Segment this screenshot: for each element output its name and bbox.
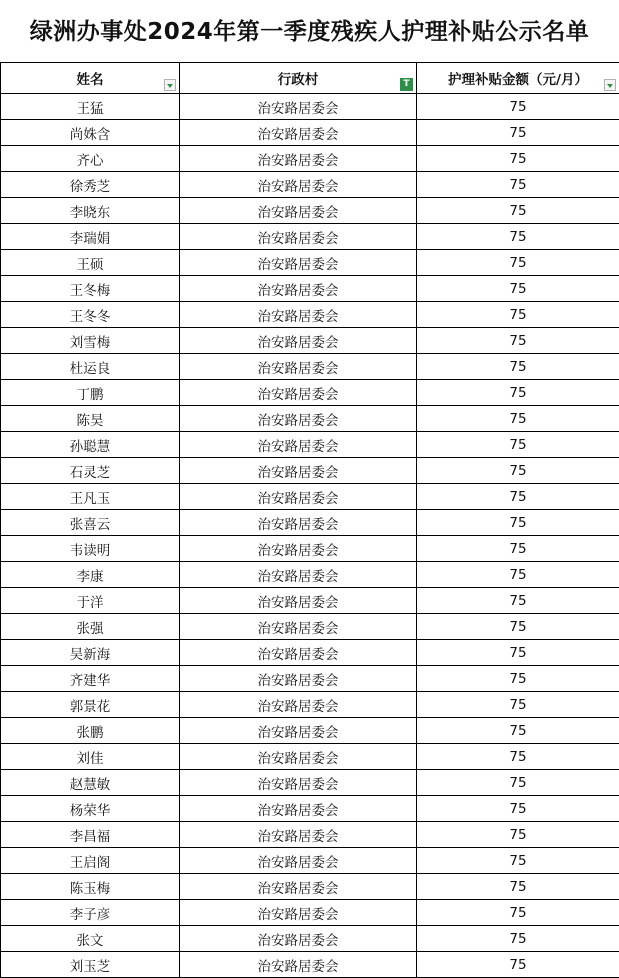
cell-name[interactable]: 刘雪梅 — [1, 328, 180, 354]
table-row — [1, 614, 619, 640]
dropdown-filter-icon[interactable] — [604, 79, 616, 91]
table-row — [1, 198, 619, 224]
cell-name[interactable]: 张鹏 — [1, 718, 180, 744]
table-row — [1, 172, 619, 198]
cell-village[interactable]: 治安路居委会 — [180, 250, 417, 276]
cell-amount[interactable]: 75 — [417, 874, 619, 900]
cell-amount[interactable]: 75 — [417, 926, 619, 952]
cell-village[interactable]: 治安路居委会 — [180, 718, 417, 744]
table-row — [1, 848, 619, 874]
cell-village[interactable]: 治安路居委会 — [180, 198, 417, 224]
cell-village[interactable]: 治安路居委会 — [180, 692, 417, 718]
cell-amount[interactable]: 75 — [417, 822, 619, 848]
cell-name[interactable]: 王硕 — [1, 250, 180, 276]
cell-name[interactable]: 李昌福 — [1, 822, 180, 848]
cell-village[interactable]: 治安路居委会 — [180, 276, 417, 302]
cell-amount[interactable]: 75 — [417, 744, 619, 770]
subsidy-table — [0, 62, 619, 978]
cell-village[interactable]: 治安路居委会 — [180, 432, 417, 458]
table-row — [1, 406, 619, 432]
table-row — [1, 510, 619, 536]
cell-village[interactable]: 治安路居委会 — [180, 900, 417, 926]
cell-name[interactable]: 孙聪慧 — [1, 432, 180, 458]
cell-village[interactable]: 治安路居委会 — [180, 224, 417, 250]
cell-village[interactable]: 治安路居委会 — [180, 484, 417, 510]
cell-name[interactable]: 刘佳 — [1, 744, 180, 770]
table-row — [1, 926, 619, 952]
table-row — [1, 900, 619, 926]
column-header-label: 姓名 — [76, 72, 104, 88]
cell-amount[interactable]: 75 — [417, 666, 619, 692]
cell-name[interactable]: 于洋 — [1, 588, 180, 614]
cell-village[interactable]: 治安路居委会 — [180, 94, 417, 120]
cell-village[interactable]: 治安路居委会 — [180, 380, 417, 406]
cell-name[interactable]: 陈玉梅 — [1, 874, 180, 900]
cell-amount[interactable]: 75 — [417, 614, 619, 640]
table-row — [1, 458, 619, 484]
table-row — [1, 562, 619, 588]
cell-name[interactable]: 王冬冬 — [1, 302, 180, 328]
cell-name[interactable]: 杨荣华 — [1, 796, 180, 822]
cell-village[interactable]: 治安路居委会 — [180, 952, 417, 978]
header-row — [1, 63, 619, 94]
table-row — [1, 146, 619, 172]
cell-name[interactable]: 齐建华 — [1, 666, 180, 692]
column-header-label: 护理补贴金额（元/月） — [448, 72, 588, 88]
cell-village[interactable]: 治安路居委会 — [180, 458, 417, 484]
cell-amount[interactable]: 75 — [417, 146, 619, 172]
table-row — [1, 666, 619, 692]
cell-amount[interactable]: 75 — [417, 432, 619, 458]
cell-name[interactable]: 徐秀芝 — [1, 172, 180, 198]
dropdown-filter-icon[interactable] — [164, 79, 176, 91]
cell-village[interactable]: 治安路居委会 — [180, 926, 417, 952]
cell-amount[interactable]: 75 — [417, 718, 619, 744]
active-filter-icon[interactable]: T — [400, 78, 413, 91]
cell-amount[interactable]: 75 — [417, 640, 619, 666]
cell-name[interactable]: 王启阁 — [1, 848, 180, 874]
table-row — [1, 588, 619, 614]
cell-name[interactable]: 郭景花 — [1, 692, 180, 718]
cell-name[interactable]: 尚姝含 — [1, 120, 180, 146]
table-row — [1, 692, 619, 718]
column-header-label: 行政村 — [277, 72, 319, 88]
cell-village[interactable]: 治安路居委会 — [180, 614, 417, 640]
table-row — [1, 770, 619, 796]
cell-village[interactable]: 治安路居委会 — [180, 640, 417, 666]
page-title: 绿洲办事处2024年第一季度残疾人护理补贴公示名单 — [29, 19, 590, 45]
cell-village[interactable]: 治安路居委会 — [180, 302, 417, 328]
cell-amount[interactable]: 75 — [417, 796, 619, 822]
cell-village[interactable]: 治安路居委会 — [180, 666, 417, 692]
cell-amount[interactable]: 75 — [417, 588, 619, 614]
cell-name[interactable]: 石灵芝 — [1, 458, 180, 484]
table-row — [1, 380, 619, 406]
cell-village[interactable]: 治安路居委会 — [180, 172, 417, 198]
cell-amount[interactable]: 75 — [417, 94, 619, 120]
table-row — [1, 874, 619, 900]
cell-name[interactable]: 张文 — [1, 926, 180, 952]
cell-name[interactable]: 陈昊 — [1, 406, 180, 432]
table-row — [1, 640, 619, 666]
cell-name[interactable]: 杜运良 — [1, 354, 180, 380]
cell-name[interactable]: 韦读明 — [1, 536, 180, 562]
cell-amount[interactable]: 75 — [417, 354, 619, 380]
cell-amount[interactable]: 75 — [417, 198, 619, 224]
column-header-amount — [417, 63, 619, 94]
table-row — [1, 536, 619, 562]
table-row — [1, 276, 619, 302]
cell-name[interactable]: 王猛 — [1, 94, 180, 120]
cell-amount[interactable]: 75 — [417, 536, 619, 562]
table-row — [1, 94, 619, 120]
cell-name[interactable]: 吴新海 — [1, 640, 180, 666]
table-row — [1, 432, 619, 458]
cell-name[interactable]: 王冬梅 — [1, 276, 180, 302]
table-row — [1, 744, 619, 770]
cell-village[interactable]: 治安路居委会 — [180, 120, 417, 146]
cell-village[interactable]: 治安路居委会 — [180, 510, 417, 536]
cell-amount[interactable]: 75 — [417, 302, 619, 328]
cell-village[interactable]: 治安路居委会 — [180, 588, 417, 614]
cell-village[interactable]: 治安路居委会 — [180, 848, 417, 874]
cell-village[interactable]: 治安路居委会 — [180, 536, 417, 562]
column-header-name — [1, 63, 180, 94]
cell-name[interactable]: 丁鹏 — [1, 380, 180, 406]
column-header-village — [180, 63, 417, 94]
cell-village[interactable]: 治安路居委会 — [180, 822, 417, 848]
cell-name[interactable]: 刘玉芝 — [1, 952, 180, 978]
cell-name[interactable]: 李康 — [1, 562, 180, 588]
cell-amount[interactable]: 75 — [417, 172, 619, 198]
cell-village[interactable]: 治安路居委会 — [180, 354, 417, 380]
cell-amount[interactable]: 75 — [417, 848, 619, 874]
table-row — [1, 250, 619, 276]
cell-village[interactable]: 治安路居委会 — [180, 744, 417, 770]
cell-amount[interactable]: 75 — [417, 770, 619, 796]
cell-name[interactable]: 李瑞娟 — [1, 224, 180, 250]
cell-village[interactable]: 治安路居委会 — [180, 874, 417, 900]
cell-amount[interactable]: 75 — [417, 406, 619, 432]
cell-village[interactable]: 治安路居委会 — [180, 796, 417, 822]
table-row — [1, 302, 619, 328]
table-row — [1, 718, 619, 744]
cell-name[interactable]: 张喜云 — [1, 510, 180, 536]
cell-amount[interactable]: 75 — [417, 224, 619, 250]
table-row — [1, 796, 619, 822]
table-row — [1, 328, 619, 354]
cell-village[interactable]: 治安路居委会 — [180, 406, 417, 432]
cell-village[interactable]: 治安路居委会 — [180, 328, 417, 354]
table-row — [1, 120, 619, 146]
table-row — [1, 354, 619, 380]
cell-amount[interactable]: 75 — [417, 510, 619, 536]
cell-amount[interactable]: 75 — [417, 562, 619, 588]
cell-amount[interactable]: 75 — [417, 952, 619, 978]
cell-village[interactable]: 治安路居委会 — [180, 562, 417, 588]
cell-name[interactable]: 王凡玉 — [1, 484, 180, 510]
cell-name[interactable]: 李子彦 — [1, 900, 180, 926]
cell-amount[interactable]: 75 — [417, 900, 619, 926]
cell-name[interactable]: 赵慧敏 — [1, 770, 180, 796]
cell-village[interactable]: 治安路居委会 — [180, 770, 417, 796]
cell-amount[interactable]: 75 — [417, 458, 619, 484]
cell-amount[interactable]: 75 — [417, 276, 619, 302]
cell-amount[interactable]: 75 — [417, 120, 619, 146]
cell-amount[interactable]: 75 — [417, 328, 619, 354]
cell-name[interactable]: 李晓东 — [1, 198, 180, 224]
cell-name[interactable]: 张强 — [1, 614, 180, 640]
cell-name[interactable]: 齐心 — [1, 146, 180, 172]
cell-village[interactable]: 治安路居委会 — [180, 146, 417, 172]
cell-amount[interactable]: 75 — [417, 380, 619, 406]
table-row — [1, 822, 619, 848]
cell-amount[interactable]: 75 — [417, 250, 619, 276]
cell-amount[interactable]: 75 — [417, 484, 619, 510]
table-row — [1, 484, 619, 510]
table-row — [1, 224, 619, 250]
cell-amount[interactable]: 75 — [417, 692, 619, 718]
table-row — [1, 952, 619, 978]
